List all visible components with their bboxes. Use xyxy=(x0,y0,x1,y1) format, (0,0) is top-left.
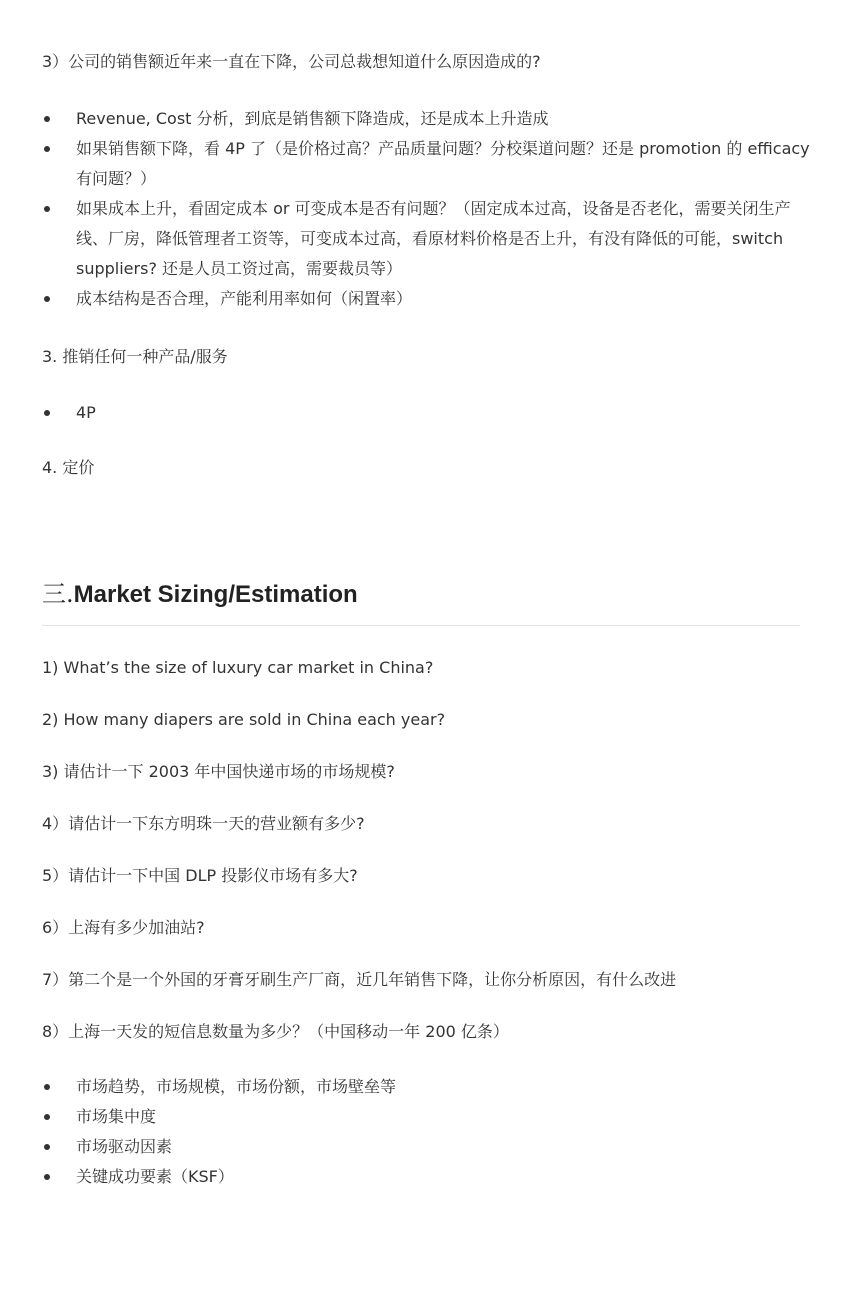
question-8: 8）上海一天发的短信息数量为多少？（中国移动一年 200 亿条） xyxy=(42,1022,509,1041)
item-4-pricing: 4. 定价 xyxy=(42,458,95,477)
question-4: 4）请估计一下东方明珠一天的营业额有多少? xyxy=(42,814,365,833)
question-2: 2) How many diapers are sold in China each year? xyxy=(42,710,446,729)
cost-analysis-list xyxy=(42,104,820,314)
list-item: 如果成本上升，看固定成本 or 可变成本是否有问题？（固定成本过高，设备是否老化，需要关闭生产线、厂房，降低管理者工资等，可变成本过高，看原材料价格是否上升，有没有降低的可能，switch suppliers? 还是人员工资过高，需要裁员等） xyxy=(42,194,820,284)
list-item: Revenue, Cost 分析，到底是销售额下降造成，还是成本上升造成 xyxy=(42,104,820,134)
list-item: 如果销售额下降，看 4P 了（是价格过高？产品质量问题？分校渠道问题？还是 promotion 的 efficacy 有问题？） xyxy=(42,134,820,194)
list-item: 市场集中度 xyxy=(42,1102,820,1132)
list-item: 4P xyxy=(42,398,820,428)
question-7: 7）第二个是一个外国的牙膏牙刷生产厂商，近几年销售下降，让你分析原因，有什么改进 xyxy=(42,970,677,989)
section-heading xyxy=(42,578,358,611)
section-title: Market Sizing/Estimation xyxy=(73,581,358,608)
question-5: 5）请估计一下中国 DLP 投影仪市场有多大? xyxy=(42,866,358,885)
list-item: 市场驱动因素 xyxy=(42,1132,820,1162)
question-3: 3) 请估计一下 2003 年中国快递市场的市场规模? xyxy=(42,762,395,781)
section-number: 三. xyxy=(42,580,74,608)
item-3-promote: 3. 推销任何一种产品/服务 xyxy=(42,347,228,366)
list-item: 关键成功要素（KSF） xyxy=(42,1162,820,1192)
question-3-cost: 3）公司的销售额近年来一直在下降，公司总裁想知道什么原因造成的? xyxy=(42,52,541,71)
list-item: 成本结构是否合理，产能利用率如何（闲置率） xyxy=(42,284,820,314)
promote-list xyxy=(42,398,820,428)
question-6: 6）上海有多少加油站? xyxy=(42,918,205,937)
question-1: 1) What’s the size of luxury car market in China? xyxy=(42,658,434,677)
section-divider xyxy=(42,625,800,626)
list-item: 市场趋势，市场规模，市场份额，市场壁垒等 xyxy=(42,1072,820,1102)
market-factors-list xyxy=(42,1072,820,1192)
